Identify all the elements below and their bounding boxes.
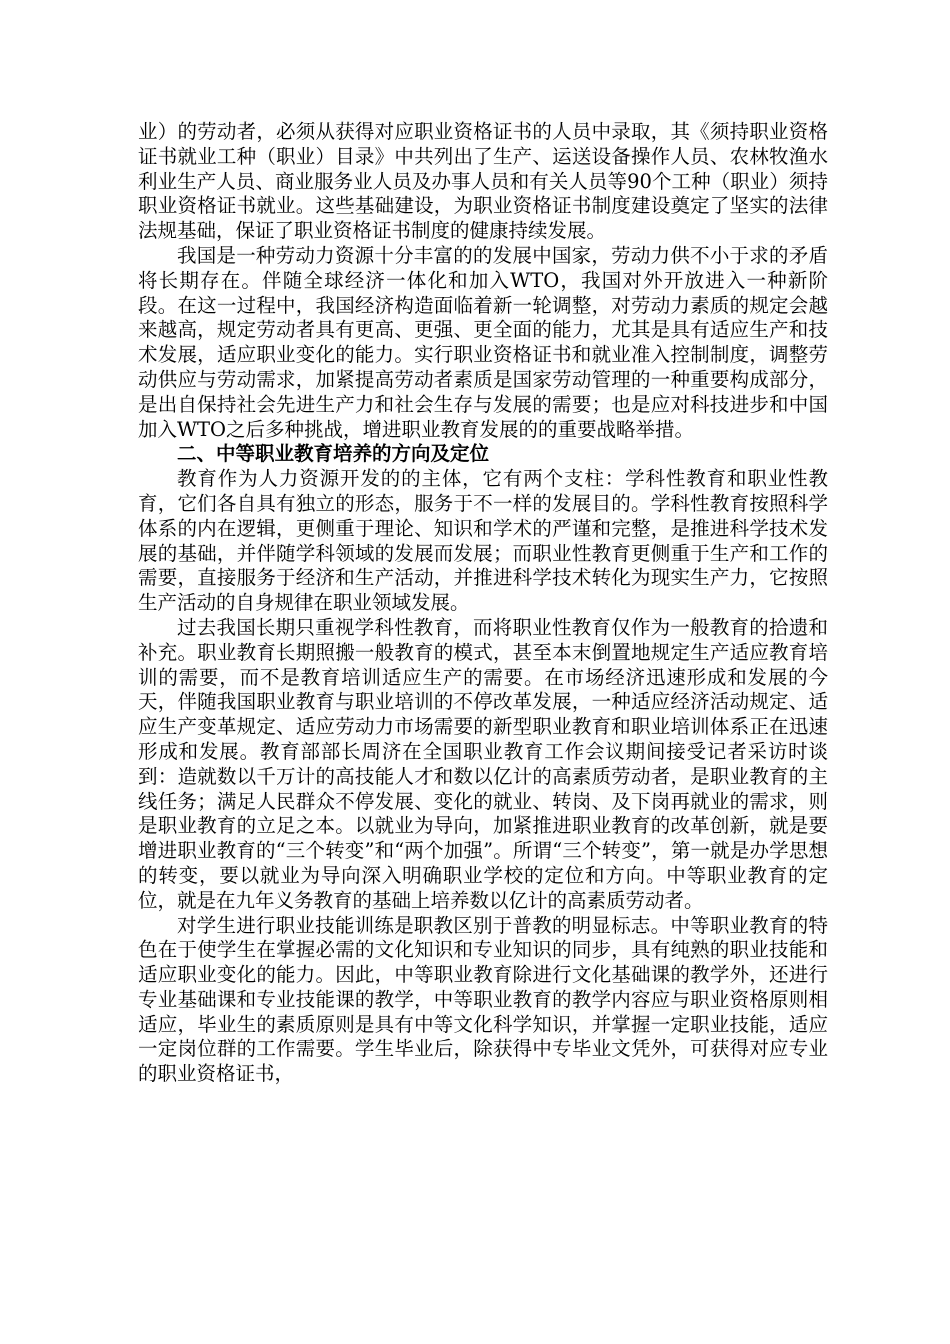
paragraph-education-pillars: 教育作为人力资源开发的的主体，它有两个支柱：学科性教育和职业性教育，它们各自具有独立的形态，服务于不一样的发展目的。学科性教育按照科学体系的内在逻辑，更侧重于理论、知识和学术的严谨和完整，是推进科学技术发展的基础，并伴随学科领域的发展而发展；而职业性教育更侧重于生产和工作的需要，直接服务于经济和生产活动，并推进科学技术转化为现实生产力，它按照生产活动的自身规律在职业领域发展。 — [138, 467, 828, 615]
document-body — [138, 120, 828, 1087]
paragraph-history: 过去我国长期只重视学科性教育，而将职业性教育仅作为一般教育的拾遗和补充。职业教育长期照搬一般教育的模式，甚至本末倒置地规定生产适应教育培训的需要，而不是教育培训适应生产的需要。在市场经济迅速形成和发展的今天，伴随我国职业教育与职业培训的不停改革发展，一种适应经济活动规定、适应生产变革规定、适应劳动力市场需要的新型职业教育和职业培训体系正在迅速形成和发展。教育部部长周济在全国职业教育工作会议期间接受记者采访时谈到：造就数以千万计的高技能人才和数以亿计的高素质劳动者，是职业教育的主线任务；满足人民群众不停发展、变化的就业、转岗、及下岗再就业的需求，则是职业教育的立足之本。以就业为导向，加紧推进职业教育的改革创新，就是要增进职业教育的“三个转变”和“两个加强”。所谓“三个转变”，第一就是办学思想的转变，要以就业为导向深入明确职业学校的定位和方向。中等职业教育的定位，就是在九年义务教育的基础上培养数以亿计的高素质劳动者。 — [138, 615, 828, 912]
paragraph-continuation: 业）的劳动者，必须从获得对应职业资格证书的人员中录取，其《须持职业资格证书就业工种（职业）目录》中共列出了生产、运送设备操作人员、农林牧渔水利业生产人员、商业服务业人员及办事人员和有关人员等90个工种（职业）须持职业资格证书就业。这些基础建设，为职业资格证书制度建设奠定了坚实的法律法规基础，保证了职业资格证书制度的健康持续发展。 — [138, 120, 828, 243]
paragraph-labor-resources: 我国是一种劳动力资源十分丰富的的发展中国家，劳动力供不小于求的矛盾将长期存在。伴随全球经济一体化和加入WTO，我国对外开放进入一种新阶段。在这一过程中，我国经济构造面临着新一轮调整，对劳动力素质的规定会越来越高，规定劳动者具有更高、更强、更全面的能力，尤其是具有适应生产和技术发展，适应职业变化的能力。实行职业资格证书和就业准入控制制度，调整劳动供应与劳动需求，加紧提高劳动者素质是国家劳动管理的一种重要构成部分，是出自保持社会先进生产力和社会生存与发展的需要；也是应对科技进步和中国加入WTO之后多种挑战，增进职业教育发展的的重要战略举措。 — [138, 243, 828, 441]
paragraph-skill-training: 对学生进行职业技能训练是职教区别于普教的明显标志。中等职业教育的特色在于使学生在掌握必需的文化知识和专业知识的同步，具有纯熟的职业技能和适应职业变化的能力。因此，中等职业教育除进行文化基础课的教学外，还进行专业基础课和专业技能课的教学，中等职业教育的教学内容应与职业资格原则相适应，毕业生的素质原则是具有中等文化科学知识，并掌握一定职业技能，适应一定岗位群的工作需要。学生毕业后，除获得中专毕业文凭外，可获得对应专业的职业资格证书， — [138, 913, 828, 1086]
section-heading: 二、中等职业教育培养的方向及定位 — [177, 442, 490, 466]
